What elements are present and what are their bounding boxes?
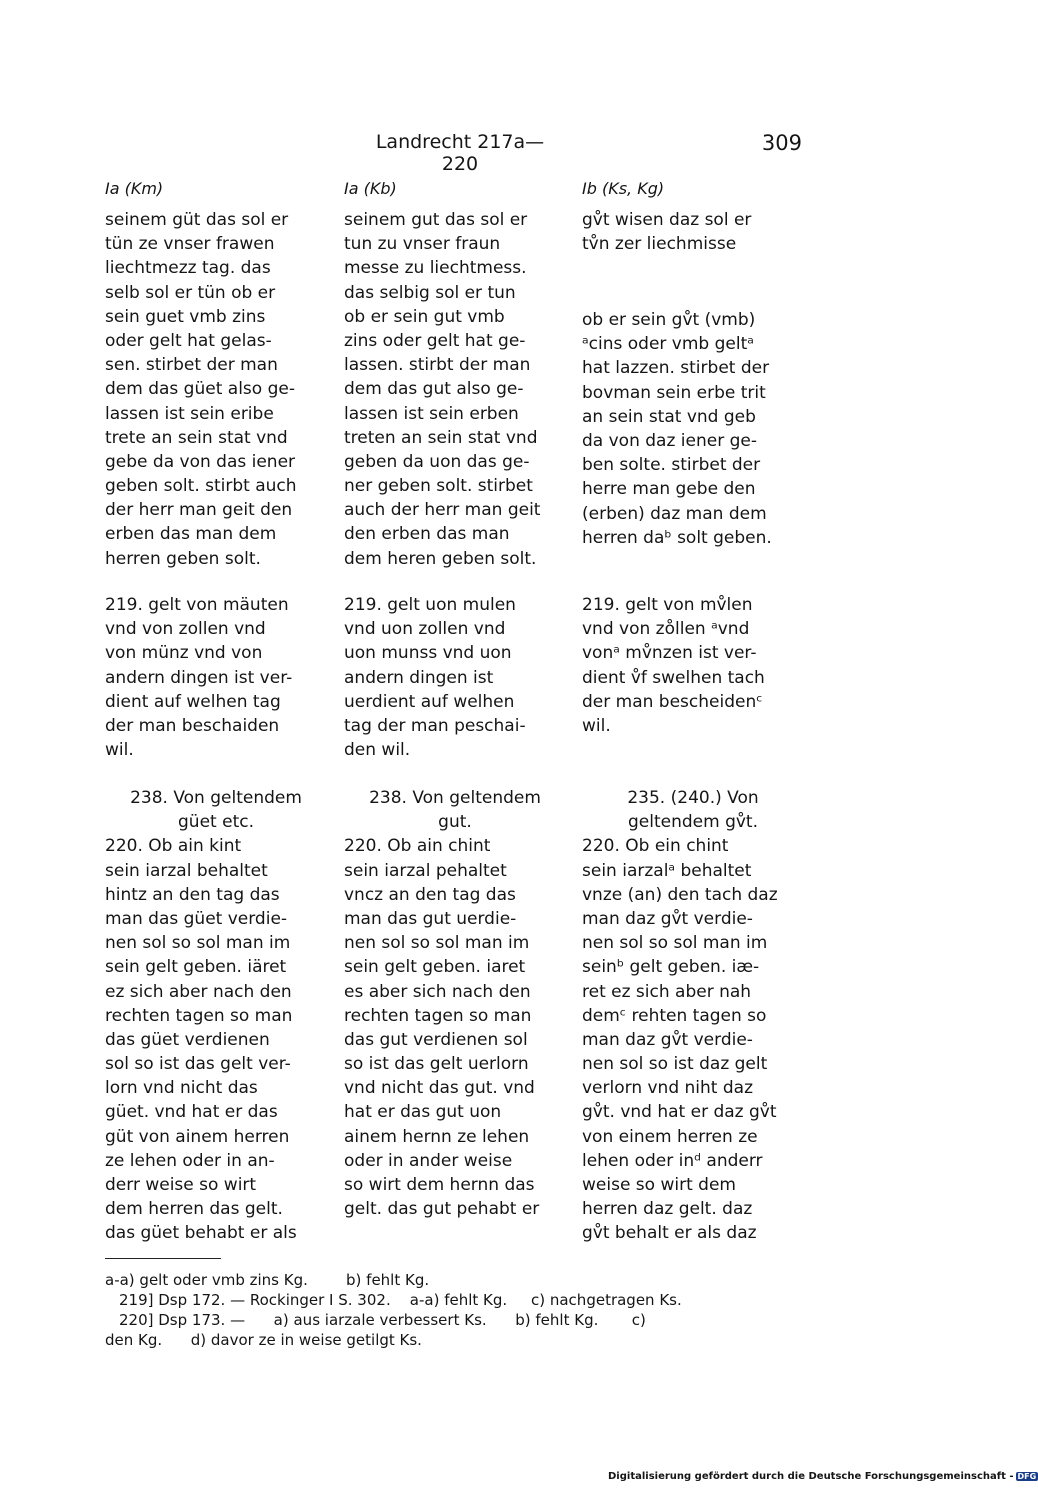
text-line: derr weise so wirt (105, 1175, 257, 1195)
footnote-rule (105, 1258, 221, 1259)
text-line: lehen oder inᵈ anderr (582, 1150, 763, 1171)
running-head: Landrecht 217a—220 (375, 131, 545, 175)
text-line: nen sol so sol man im (582, 933, 768, 954)
section-220 (344, 786, 566, 1221)
footnotes (105, 1270, 805, 1350)
section-heading (105, 786, 327, 834)
text-line: da von daz iener ge- (582, 430, 757, 451)
text-line: den wil. (344, 740, 411, 761)
text-line: trete an sein stat vnd (105, 427, 288, 448)
column-siglum: Ia (Km) (105, 179, 164, 198)
text-line: demᶜ rehten tagen so (582, 1005, 767, 1026)
text-line: dem heren geben solt. (344, 548, 537, 569)
text-line: an sein stat vnd geb (582, 406, 756, 427)
text-line: erben das man dem (105, 524, 277, 545)
text-line: bovman sein erbe trit (582, 382, 766, 403)
text-line: sen. stirbet der man (105, 355, 278, 376)
footnote-line: 220] Dsp 173. — a) aus iarzale verbessert Ks. b) fehlt Kg. c) (119, 1311, 646, 1329)
text-line: andern dingen ist (344, 667, 494, 688)
text-line: hat er das gut uon (344, 1102, 502, 1123)
text-line: vnd nicht das gut. vnd (344, 1078, 535, 1099)
text-line: der herr man geit den (105, 500, 293, 521)
text-line: güet. vnd hat er das (105, 1102, 278, 1123)
heading-line: geltendem gv̊t. (627, 812, 758, 833)
dfg-logo: DFG (1017, 1472, 1037, 1481)
text-line: herren geben solt. (105, 548, 261, 569)
text-line: tag der man peschai- (344, 715, 526, 736)
text-line: rechten tagen so man (344, 1005, 532, 1026)
text-line: dient v̊f swelhen tach (582, 667, 765, 688)
text-line: ᵃcins oder vmb geltᵃ (582, 334, 754, 355)
text-line: tun zu vnser fraun (344, 234, 501, 255)
footnote-line: den Kg. d) davor ze in weise getilgt Ks. (105, 1331, 422, 1349)
paragraph-219 (344, 593, 566, 762)
column-ia-km (105, 178, 327, 1244)
text-line: man daz gv̊t verdie- (582, 1029, 753, 1050)
text-line: zins oder gelt hat ge- (344, 330, 526, 351)
text-line: liechtmezz tag. das (105, 258, 271, 279)
text-line: lassen. stirbt der man (344, 355, 531, 376)
text-line: vnd von zo̊llen ᵃvnd (582, 619, 750, 640)
column-siglum: Ib (Ks, Kg) (582, 179, 665, 198)
paragraph-220 (344, 834, 566, 1221)
paragraph-217a (582, 308, 804, 550)
text-line: 220. Ob ein chint (582, 836, 729, 857)
paragraph-219 (105, 593, 327, 762)
text-line: herren daᵇ solt geben. (582, 527, 772, 548)
text-line: ret ez sich aber nah (582, 981, 752, 1002)
text-line: das selbig sol er tun (344, 282, 516, 303)
footnote-line: 219] Dsp 172. — Rockinger I S. 302. a-a) fehlt Kg. c) nachgetragen Ks. (119, 1291, 682, 1309)
text-line: vnze (an) den tach daz (582, 884, 778, 905)
section-220 (105, 786, 327, 1246)
text-line: dient auf welhen tag (105, 691, 281, 712)
text-line: seinᵇ gelt geben. iæ- (582, 957, 760, 978)
text-line: sein gelt geben. iäret (105, 957, 287, 978)
text-line: man das gut uerdie- (344, 908, 517, 929)
heading-line: 238. Von geltendem (130, 788, 302, 808)
text-line: gv̊t wisen daz sol er (582, 210, 752, 230)
text-line: gelt. das gut pehabt er (344, 1199, 540, 1220)
column-ia-kb (344, 178, 566, 1220)
heading-line: 238. Von geltendem (369, 788, 541, 808)
text-line: das gut verdienen sol (344, 1029, 528, 1050)
text-line: nen sol so sol man im (344, 933, 530, 954)
text-line: so wirt dem hernn das (344, 1175, 535, 1195)
text-line: man daz gv̊t verdie- (582, 908, 753, 929)
page-number: 309 (761, 131, 802, 155)
text-line: verlorn vnd niht daz (582, 1078, 754, 1099)
paragraph-217a-start (582, 208, 804, 256)
paragraph-217a (344, 208, 566, 571)
column-ib-ks-kg (582, 178, 804, 1244)
heading-line: gut. (438, 812, 472, 833)
text-line: seinem gut das sol er (344, 210, 528, 230)
text-line: es aber sich nach den (344, 981, 531, 1002)
text-line: ze lehen oder in an- (105, 1150, 275, 1171)
text-line: ainem hernn ze lehen (344, 1126, 530, 1147)
text-line: vncz an den tag das (344, 884, 516, 905)
digitization-credit (608, 1471, 1037, 1482)
text-line: lassen ist sein eribe (105, 403, 274, 424)
text-line: von münz vnd von (105, 643, 263, 664)
text-line: von einem herren ze (582, 1126, 758, 1147)
text-line: güt von ainem herren (105, 1126, 290, 1147)
text-line: ob er sein gut vmb (344, 306, 505, 327)
text-line: seinem güt das sol er (105, 210, 289, 230)
text-line: messe zu liechtmess. (344, 258, 527, 279)
paragraph-220 (105, 834, 327, 1245)
text-line: selb sol er tün ob er (105, 282, 276, 303)
text-line: geben da uon das ge- (344, 451, 530, 472)
text-line: sein iarzal behaltet (105, 860, 268, 881)
text-line: ez sich aber nach den (105, 981, 292, 1002)
text-line: nen sol so sol man im (105, 933, 291, 954)
text-line: treten an sein stat vnd (344, 427, 538, 448)
text-line: herre man gebe den (582, 479, 756, 500)
text-line: dem das güet also ge- (105, 379, 295, 400)
text-line: man das güet verdie- (105, 908, 288, 929)
text-line: ben solte. stirbet der (582, 455, 761, 476)
text-line: oder in ander weise (344, 1150, 513, 1171)
text-line: uon munss vnd uon (344, 643, 512, 664)
text-line: wil. (582, 715, 611, 736)
text-line: gv̊t behalt er als daz (582, 1223, 757, 1244)
text-line: (erben) daz man dem (582, 503, 767, 524)
text-line: dem das gut also ge- (344, 379, 524, 400)
text-line: vnd von zollen vnd (105, 619, 266, 640)
text-line: herren daz gelt. daz (582, 1199, 753, 1220)
text-line: tün ze vnser frawen (105, 234, 275, 255)
text-line: dem herren das gelt. (105, 1199, 283, 1220)
text-line: tv̊n zer liechmisse (582, 234, 737, 255)
section-heading (582, 786, 804, 834)
text-line: auch der herr man geit (344, 500, 541, 521)
text-line: vonᵃ mv̊nzen ist ver- (582, 643, 757, 664)
text-line: 219. gelt uon mulen (344, 595, 516, 615)
text-line: so ist das gelt uerlorn (344, 1054, 529, 1075)
heading-line: 235. (240.) Von (627, 788, 759, 808)
text-line: nen sol so ist daz gelt (582, 1054, 768, 1075)
section-heading (344, 786, 566, 834)
text-line: vnd uon zollen vnd (344, 619, 506, 640)
section-220 (582, 786, 804, 1246)
text-line: hat lazzen. stirbet der (582, 358, 770, 379)
text-line: sol so ist das gelt ver- (105, 1054, 291, 1075)
text-line: gebe da von das iener (105, 451, 296, 472)
text-line: 220. Ob ain kint (105, 836, 242, 857)
text-line: den erben das man (344, 524, 510, 545)
footnote-line: a-a) gelt oder vmb zins Kg. b) fehlt Kg. (105, 1271, 430, 1289)
column-siglum: Ia (Kb) (344, 179, 397, 198)
text-line: 219. gelt von mäuten (105, 595, 289, 615)
text-line: sein iarzal pehaltet (344, 860, 507, 881)
text-line: weise so wirt dem (582, 1175, 736, 1195)
text-line: sein guet vmb zins (105, 306, 266, 327)
paragraph-220 (582, 834, 804, 1245)
text-line: das güet verdienen (105, 1029, 270, 1050)
paragraph-217a (105, 208, 327, 571)
text-line: lassen ist sein erben (344, 403, 519, 424)
text-line: 220. Ob ain chint (344, 836, 491, 857)
text-line: der man beschaiden (105, 715, 280, 736)
text-line: andern dingen ist ver- (105, 667, 293, 688)
text-line: sein iarzalᵃ behaltet (582, 860, 752, 881)
text-line: wil. (105, 740, 134, 761)
text-line: hintz an den tag das (105, 884, 280, 905)
credit-text: Digitalisierung gefördert durch die Deutsche Forschungsgemeinschaft - (608, 1471, 1014, 1482)
paragraph-219 (582, 593, 804, 738)
text-line: sein gelt geben. iaret (344, 957, 526, 978)
text-line: gv̊t. vnd hat er daz gv̊t (582, 1102, 777, 1123)
text-line: geben solt. stirbt auch (105, 476, 297, 497)
text-line: ner geben solt. stirbet (344, 476, 533, 497)
text-line: der man bescheidenᶜ (582, 691, 763, 712)
text-line: das güet behabt er als (105, 1223, 297, 1244)
text-line: ob er sein gv̊t (vmb) (582, 310, 756, 330)
heading-line: güet etc. (178, 812, 254, 833)
text-line: 219. gelt von mv̊len (582, 595, 753, 615)
text-line: oder gelt hat gelas- (105, 330, 272, 351)
text-line: lorn vnd nicht das (105, 1078, 258, 1099)
text-line: rechten tagen so man (105, 1005, 293, 1026)
text-line: uerdient auf welhen (344, 691, 515, 712)
